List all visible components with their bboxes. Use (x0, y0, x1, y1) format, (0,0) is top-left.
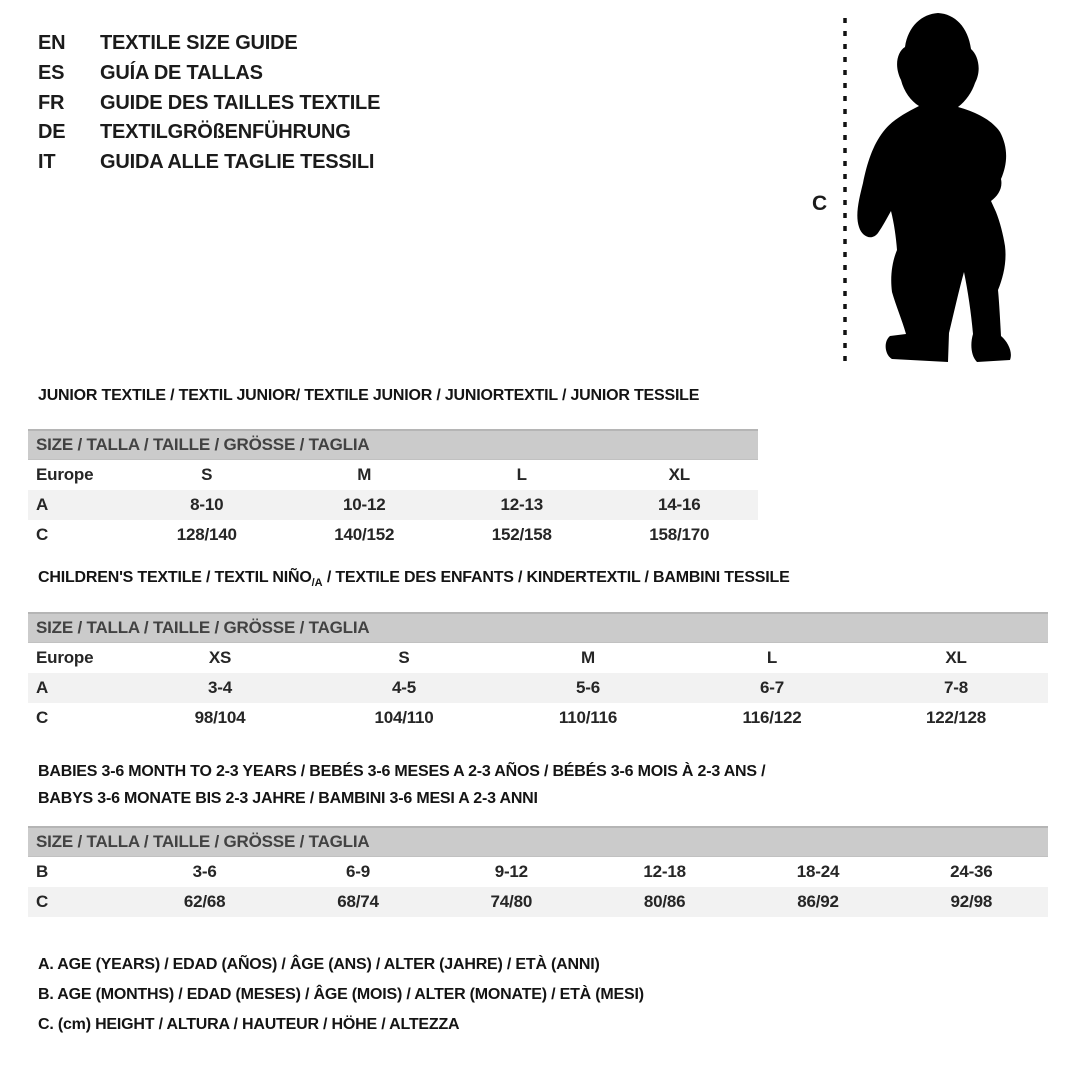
value-cell: 68/74 (281, 887, 434, 917)
value-cell: 86/92 (741, 887, 894, 917)
section-title-babies (38, 758, 765, 812)
legend-line-b: B. AGE (MONTHS) / EDAD (MESES) / ÂGE (MOIS) / ALTER (MONATE) / ETÀ (MESI) (38, 986, 644, 1003)
size-cell: S (398, 648, 410, 667)
legend-line-a: A. AGE (YEARS) / EDAD (AÑOS) / ÂGE (ANS) / ALTER (JAHRE) / ETÀ (ANNI) (38, 956, 600, 973)
language-title-list (38, 29, 380, 178)
junior-size-table (28, 429, 758, 550)
value-cell: 9-12 (494, 862, 528, 881)
size-header-row (28, 827, 1048, 857)
language-code: IT (38, 151, 56, 174)
value-cell: 74/80 (435, 887, 588, 917)
value-cell: 18-24 (796, 862, 840, 881)
row-label: C (36, 708, 49, 727)
value-cell: 24-36 (950, 862, 993, 881)
value-cell: 110/116 (558, 708, 618, 727)
value-cell: 3-4 (128, 673, 312, 703)
language-row (38, 59, 380, 89)
value-cell: 122/128 (925, 708, 987, 727)
value-cell: 7-8 (864, 673, 1048, 703)
row-label: A (28, 673, 128, 703)
size-cell: XS (208, 648, 232, 667)
value-cell: 6-9 (346, 862, 370, 881)
size-cell: XL (668, 465, 690, 484)
section-title-junior: JUNIOR TEXTILE / TEXTIL JUNIOR/ TEXTILE JUNIOR / JUNIORTEXTIL / JUNIOR TESSILE (38, 387, 700, 404)
language-row (38, 89, 380, 119)
value-cell: 3-6 (192, 862, 217, 881)
table-row-europe (28, 460, 758, 491)
section-title-children (38, 568, 790, 593)
language-code: ES (38, 61, 65, 84)
language-row (38, 148, 380, 178)
row-label: A (28, 490, 128, 520)
value-cell: 62/68 (128, 887, 281, 917)
legend-line-c: C. (cm) HEIGHT / ALTURA / HAUTEUR / HÖHE / ALTEZZA (38, 1016, 460, 1033)
children-title-sub: /A (311, 577, 323, 589)
table-row-c (28, 520, 758, 550)
size-cell: M (581, 648, 595, 667)
language-code: FR (38, 91, 65, 114)
size-cell: L (516, 465, 527, 484)
size-cell: L (766, 648, 778, 667)
value-cell: 5-6 (496, 673, 680, 703)
language-code: EN (38, 32, 66, 54)
babies-size-table (28, 826, 1048, 917)
language-row (38, 118, 380, 148)
row-label: Europe (36, 465, 94, 484)
size-header-row (28, 613, 1048, 643)
table-row-c (28, 703, 1048, 733)
children-title-pre: CHILDREN'S TEXTILE / TEXTIL NIÑO (38, 569, 312, 586)
value-cell: 116/122 (742, 708, 802, 727)
value-cell: 12-18 (643, 862, 686, 881)
value-cell: 80/86 (588, 887, 741, 917)
measurement-legend (38, 950, 644, 1040)
table-row-b (28, 857, 1048, 888)
size-cell: M (357, 465, 372, 484)
value-cell: 98/104 (194, 708, 246, 727)
table-row-europe (28, 643, 1048, 674)
table-row-a (28, 673, 1048, 703)
size-header-bar: SIZE / TALLA / TAILLE / GRÖSSE / TAGLIA (28, 430, 758, 460)
value-cell: 12-13 (443, 490, 601, 520)
table-row-a (28, 490, 758, 520)
value-cell: 152/158 (491, 525, 552, 544)
size-cell: XL (945, 648, 967, 667)
value-cell: 128/140 (176, 525, 237, 544)
value-cell: 4-5 (312, 673, 496, 703)
babies-title-line2: BABYS 3-6 MONATE BIS 2-3 JAHRE / BAMBINI 3-6 MESI A 2-3 ANNI (38, 790, 538, 807)
language-code: DE (38, 121, 66, 144)
toddler-silhouette-icon (795, 0, 1025, 380)
value-cell: 10-12 (286, 490, 444, 520)
value-cell: 104/110 (374, 708, 434, 727)
value-cell: 158/170 (649, 525, 710, 544)
size-header-bar: SIZE / TALLA / TAILLE / GRÖSSE / TAGLIA (28, 613, 1048, 643)
value-cell: 14-16 (601, 490, 759, 520)
row-label: C (28, 887, 128, 917)
language-label: GUIDE DES TAILLES TEXTILE (100, 91, 381, 114)
language-label: GUIDA ALLE TAGLIE TESSILI (100, 151, 375, 174)
table-row-c (28, 887, 1048, 917)
size-header-bar: SIZE / TALLA / TAILLE / GRÖSSE / TAGLIA (28, 827, 1048, 857)
value-cell: 6-7 (680, 673, 864, 703)
language-label: TEXTILE SIZE GUIDE (100, 32, 298, 54)
language-row (38, 29, 380, 59)
size-cell: S (201, 465, 213, 484)
row-label: C (36, 525, 49, 544)
children-title-post: / TEXTILE DES ENFANTS / KINDERTEXTIL / BAMBINI TESSILE (322, 569, 790, 586)
row-label: B (36, 862, 49, 881)
toddler-silhouette (857, 13, 1011, 362)
language-label: GUÍA DE TALLAS (100, 61, 263, 84)
row-label: Europe (36, 648, 94, 667)
children-size-table (28, 612, 1048, 733)
size-header-row (28, 430, 758, 460)
value-cell: 140/152 (334, 525, 395, 544)
value-cell: 92/98 (895, 887, 1048, 917)
babies-title-line1: BABIES 3-6 MONTH TO 2-3 YEARS / BEBÉS 3-6 MESES A 2-3 AÑOS / BÉBÉS 3-6 MOIS À 2-3 ANS / (38, 763, 766, 780)
language-label: TEXTILGRÖßENFÜHRUNG (100, 121, 351, 144)
value-cell: 8-10 (128, 490, 286, 520)
height-marker-label: C (812, 192, 827, 215)
